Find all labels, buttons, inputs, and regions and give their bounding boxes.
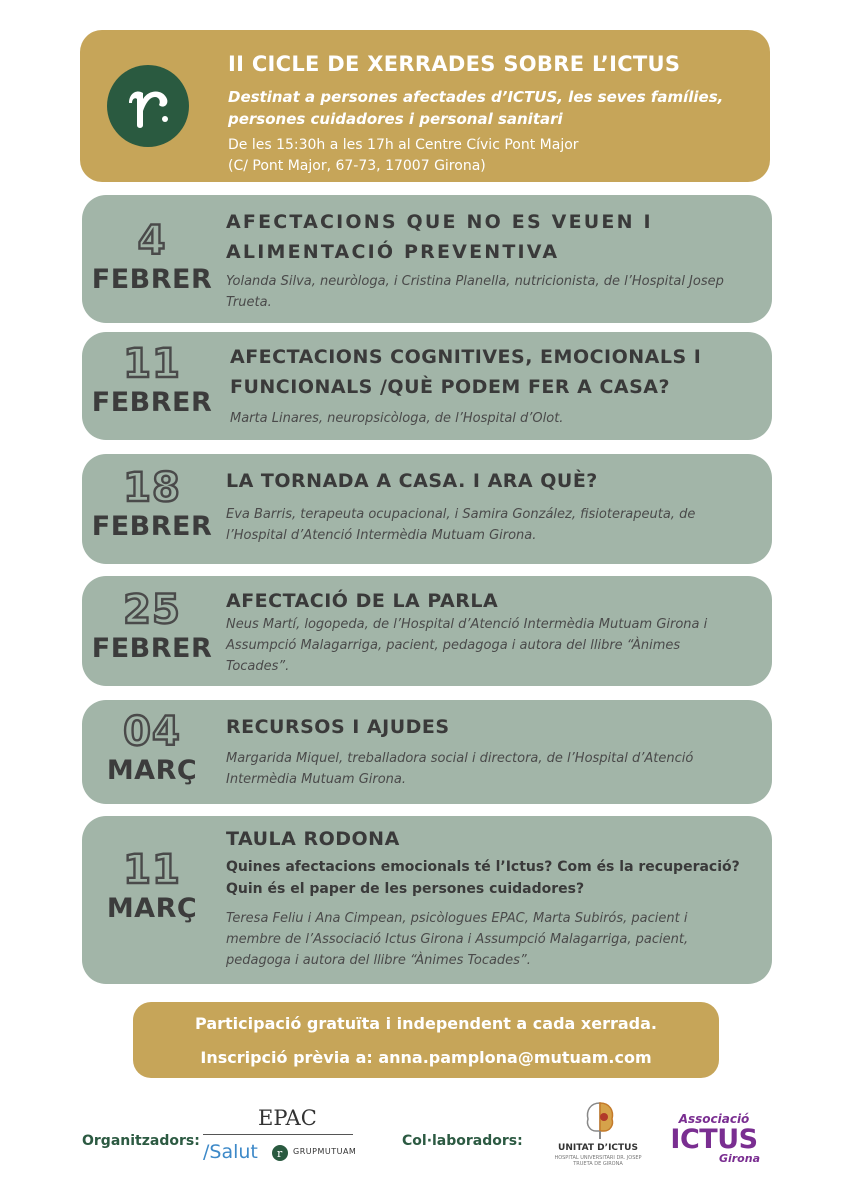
event-time-location [228,135,748,177]
session-date [82,848,222,926]
unitat-ictus-logo [582,1099,618,1141]
assoc-bottom: Girona [718,1152,760,1165]
session-title: TAULA RODONA [226,828,400,850]
logo [107,65,189,147]
organizers-label: Organitzadors: [82,1133,200,1149]
session-day: 4 [137,218,167,264]
session-content [226,712,746,790]
session-month: FEBRER [91,633,213,664]
session-content [226,586,746,677]
session-date [82,219,222,297]
session-content [226,466,746,546]
grup-mutuam-logo [272,1144,356,1162]
registration-box [133,1002,719,1078]
session-day: 18 [123,465,181,511]
assoc-main: ICTUS [670,1124,758,1155]
collaborators-label: Col·laboradors: [402,1133,523,1149]
session-speakers: Margarida Miquel, treballadora social i directora, de l’Hospital d’Atenció Intermèdia Mutuam Girona. [226,751,694,787]
unitat-ictus-name: UNITAT D’ICTUS [558,1143,638,1153]
session-card [82,576,772,686]
session-date [82,466,222,544]
assoc-top: Associació [678,1112,750,1126]
epac-logo: EPAC [258,1106,317,1130]
session-title: AFECTACIONS QUE NO ES VEUEN I ALIMENTACIÓ PREVENTIVA [226,211,653,263]
session-month: FEBRER [91,387,213,418]
svg-text:r: r [277,1147,283,1160]
event-title: II CICLE DE XERRADES SOBRE L’ICTUS [228,52,681,76]
session-content [226,824,746,971]
session-speakers: Teresa Feliu i Ana Cimpean, psicòlogues EPAC, Marta Subirós, pacient i membre de l’Associació Ictus Girona i Assumpció Malagarriga, pacient, pedagoga i autora del llibre “Ànimes Tocades”. [226,911,689,968]
session-day: 04 [123,709,181,755]
session-card [82,195,772,323]
registration-contact[interactable]: Inscripció prèvia a: anna.pamplona@mutuam.com [200,1048,652,1067]
session-day: 11 [123,341,181,387]
session-speakers: Eva Barris, terapeuta ocupacional, i Samira González, fisioterapeuta, de l’Hospital d’Atenció Intermèdia Mutuam Girona. [226,507,696,543]
session-month: FEBRER [91,264,213,295]
session-day: 11 [123,847,181,893]
session-month: MARÇ [106,893,198,924]
logo-mark-icon [107,65,189,147]
session-title: RECURSOS I AJUDES [226,716,450,738]
epac-divider [203,1134,353,1135]
session-day: 25 [123,587,181,633]
event-time: De les 15:30h a les 17h al Centre Cívic Pont Major [228,137,579,153]
unitat-ictus-hospital: HOSPITAL UNIVERSITARI DR. JOSEP TRUETA DE GIRONA [554,1155,642,1167]
session-title: LA TORNADA A CASA. I ARA QUÈ? [226,470,598,492]
brain-icon [582,1099,618,1141]
header-banner [80,30,770,182]
session-date [82,588,222,666]
session-month: FEBRER [91,511,213,542]
session-speakers: Neus Martí, logopeda, de l’Hospital d’Atenció Intermèdia Mutuam Girona i Assumpció Malagarriga, pacient, pedagoga i autora del llibre “Ànimes Tocades”. [226,617,708,674]
grup-mutuam-text: GRUPMUTUAM [293,1147,357,1156]
session-speakers: Marta Linares, neuropsicòloga, de l’Hospital d’Olot. [230,411,564,426]
participation-note: Participació gratuïta i independent a cada xerrada. [195,1014,657,1033]
session-card [82,700,772,804]
session-title: AFECTACIÓ DE LA PARLA [226,590,499,612]
event-address: (C/ Pont Major, 67-73, 17007 Girona) [228,158,486,174]
session-question: Quines afectacions emocionals té l’Ictus? Com és la recuperació? Quin és el paper de les persones cuidadores? [226,859,740,897]
session-content [230,342,750,429]
session-content [226,207,746,313]
session-card [82,454,772,564]
associacio-ictus-logo [664,1113,764,1165]
event-audience: Destinat a persones afectades d’ICTUS, les seves famílies, persones cuidadores i personal sanitari [228,88,724,128]
session-month: MARÇ [106,755,198,786]
session-date [82,342,222,420]
session-speakers: Yolanda Silva, neuròloga, i Cristina Planella, nutricionista, de l’Hospital Josep Trueta. [226,274,724,310]
salut-logo: /Salut [203,1141,258,1163]
session-card [82,816,772,984]
session-card [82,332,772,440]
session-date [82,710,222,788]
session-title: AFECTACIONS COGNITIVES, EMOCIONALS I FUNCIONALS /QUÈ PODEM FER A CASA? [230,346,702,398]
